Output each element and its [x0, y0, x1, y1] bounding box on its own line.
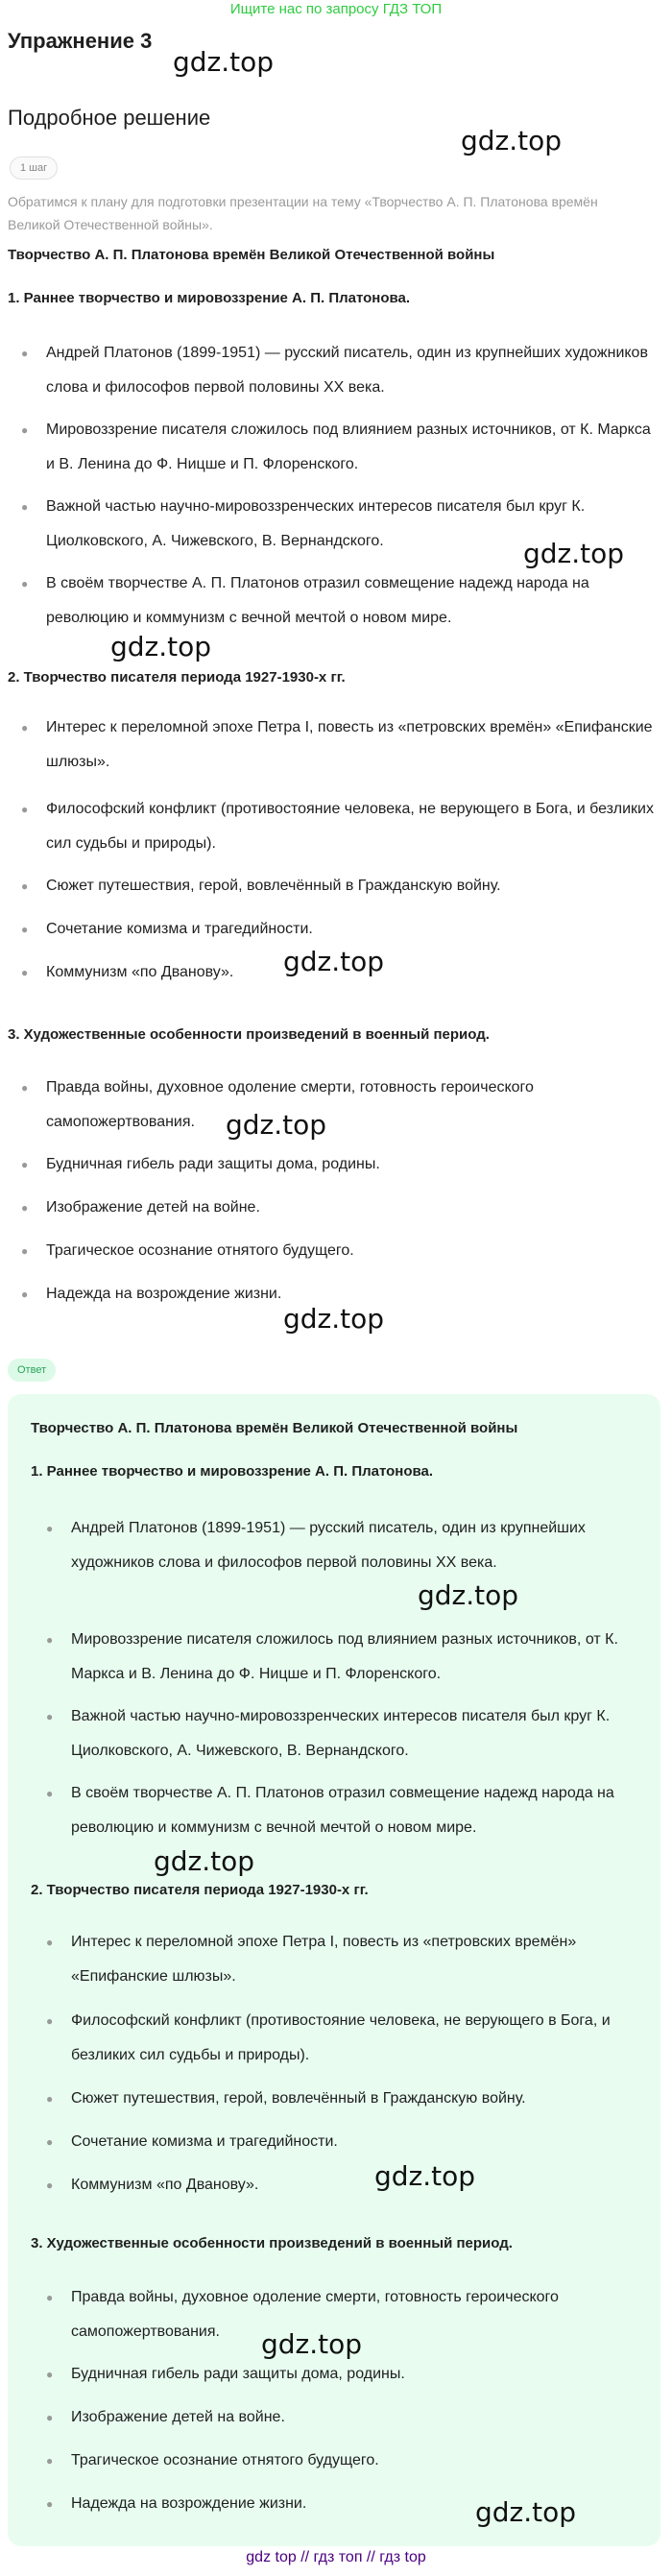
search-banner: Ищите нас по запросу ГДЗ ТОП [229, 1, 443, 17]
answer-part-3-title: 3. Художественные особенности произведений в военный период. [31, 2235, 513, 2251]
watermark: gdz.top [173, 46, 275, 78]
list-item: ● Сочетание комизма и трагедийности. [21, 921, 313, 937]
watermark: gdz.top [226, 1109, 327, 1141]
list-item: ● Андрей Платонов (1899-1951) — русский писатель, один из крупнейших художников слова и философов первой половины XX века. [21, 345, 648, 396]
watermark: gdz.top [154, 1845, 255, 1877]
list-item: ● В своём творчестве А. П. Платонов отразил совмещение надежд народа на революцию и коммунизм с вечной мечтой о новом мире. [21, 575, 589, 626]
list-item: ● Мировоззрение писателя сложилось под влиянием разных источников, от К. Маркса и В. Ленина до Ф. Ницше и П. Флоренского. [21, 421, 651, 472]
step-badge: 1 шаг [10, 156, 58, 180]
answer-badge: Ответ [8, 1359, 56, 1382]
intro-text: Обратимся к плану для подготовки презентации на тему «Творчество А. П. Платонова времён Великой Отечественной войны». [8, 194, 598, 232]
answer-heading: Творчество А. П. Платонова времён Великой Отечественной войны [31, 1420, 518, 1436]
footer-links[interactable]: gdz top // гдз топ // гдз top [246, 2549, 426, 2565]
list-item: ● Философский конфликт (противостояние человека, не верующего в Бога, и безликих сил судьбы и природы). [46, 2012, 611, 2063]
watermark: gdz.top [523, 538, 625, 569]
watermark: gdz.top [374, 2160, 476, 2192]
list-item: ● Важной частью научно-мировоззренческих интересов писателя был круг К. Циолковского, А. Чижевского, В. Вернандского. [21, 498, 586, 549]
list-item: ● Андрей Платонов (1899-1951) — русский писатель, один из крупнейших художников слова и философов первой половины XX века. [46, 1520, 586, 1571]
list-item: ● Надежда на возрождение жизни. [46, 2495, 307, 2512]
list-item: ● Мировоззрение писателя сложилось под влиянием разных источников, от К. Маркса и В. Ленина до Ф. Ницше и П. Флоренского. [46, 1631, 618, 1682]
list-item: ● Надежда на возрождение жизни. [21, 1286, 282, 1302]
list-item: ● Коммунизм «по Дванову». [21, 964, 234, 980]
answer-part-2-title: 2. Творчество писателя периода 1927-1930-х гг. [31, 1882, 369, 1898]
list-item: ● Сюжет путешествия, герой, вовлечённый в Гражданскую войну. [21, 878, 501, 894]
list-item: ● Философский конфликт (противостояние человека, не верующего в Бога, и безликих сил судьбы и природы). [21, 801, 654, 852]
solution-heading: Творчество А. П. Платонова времён Великой Отечественной войны [8, 247, 495, 263]
watermark: gdz.top [283, 946, 385, 977]
section-title: Подробное решение [8, 106, 211, 130]
list-item: ● Будничная гибель ради защиты дома, родины. [21, 1156, 380, 1172]
list-item: ● Интерес к переломной эпохе Петра I, повесть из «петровских времён» «Епифанские шлюзы». [21, 719, 653, 770]
watermark: gdz.top [475, 2496, 577, 2528]
list-item: ● Трагическое осознание отнятого будущего. [21, 1242, 354, 1259]
watermark: gdz.top [261, 2328, 363, 2360]
watermark: gdz.top [418, 1579, 519, 1611]
watermark: gdz.top [110, 631, 212, 662]
watermark: gdz.top [461, 125, 563, 156]
watermark: gdz.top [283, 1303, 385, 1335]
page-title: Упражнение 3 [8, 29, 153, 53]
list-item: ● Трагическое осознание отнятого будущего. [46, 2452, 379, 2468]
list-item: ● Изображение детей на войне. [21, 1199, 260, 1216]
part-2-title: 2. Творчество писателя периода 1927-1930-х гг. [8, 669, 346, 686]
list-item: ● Правда войны, духовное одоление смерти, готовность героического самопожертвования. [21, 1079, 534, 1130]
list-item: ● Правда войны, духовное одоление смерти, готовность героического самопожертвования. [46, 2289, 559, 2340]
list-item: ● Важной частью научно-мировоззренческих интересов писателя был круг К. Циолковского, А. Чижевского, В. Вернандского. [46, 1708, 611, 1759]
part-1-title: 1. Раннее творчество и мировоззрение А. П. Платонова. [8, 290, 411, 306]
list-item: ● Сочетание комизма и трагедийности. [46, 2133, 338, 2150]
list-item: ● В своём творчестве А. П. Платонов отразил совмещение надежд народа на революцию и коммунизм с вечной мечтой о новом мире. [46, 1785, 614, 1836]
list-item: ● Интерес к переломной эпохе Петра I, повесть из «петровских времён» «Епифанские шлюзы». [46, 1934, 577, 1985]
list-item: ● Сюжет путешествия, герой, вовлечённый в Гражданскую войну. [46, 2090, 526, 2107]
list-item: ● Будничная гибель ради защиты дома, родины. [46, 2366, 405, 2382]
part-3-title: 3. Художественные особенности произведений в военный период. [8, 1026, 490, 1043]
list-item: ● Коммунизм «по Дванову». [46, 2177, 259, 2193]
list-item: ● Изображение детей на войне. [46, 2409, 285, 2425]
answer-part-1-title: 1. Раннее творчество и мировоззрение А. П. Платонова. [31, 1463, 434, 1480]
